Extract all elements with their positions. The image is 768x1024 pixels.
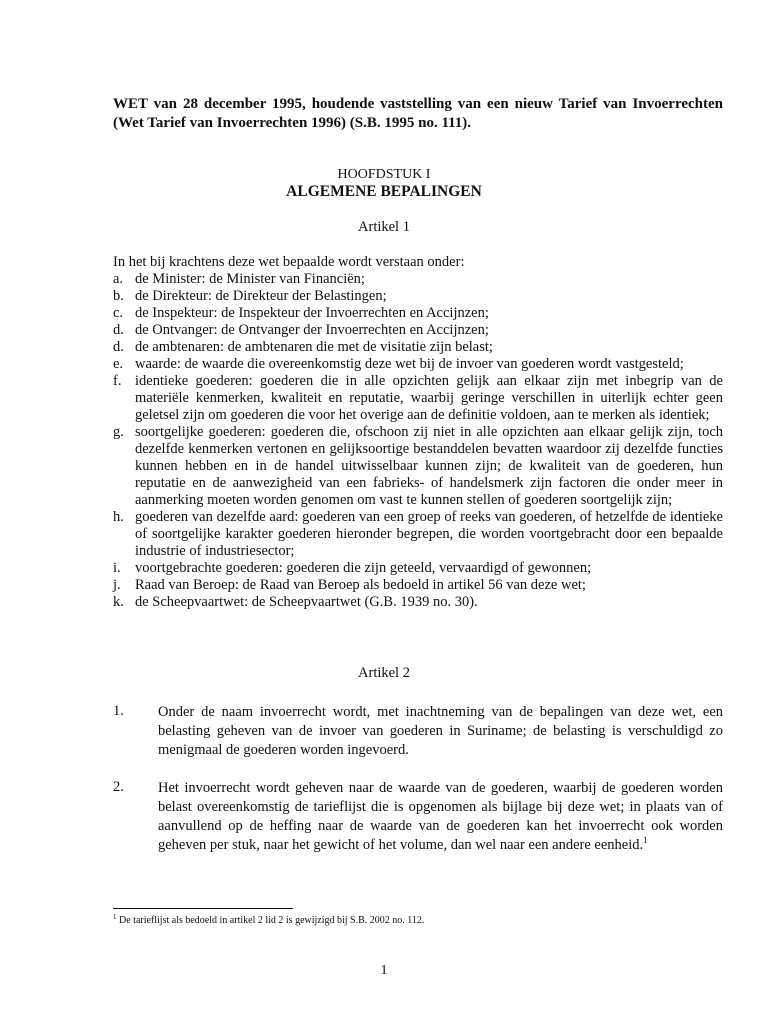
article-1-heading: Artikel 1: [358, 219, 410, 235]
definition-text: de Minister: de Minister van Financiën;: [135, 271, 365, 287]
footnote-reference[interactable]: 1: [643, 835, 648, 845]
definition-letter: b.: [113, 288, 124, 304]
page-number: 1: [380, 963, 388, 978]
footnote-marker: 1: [113, 913, 117, 921]
definition-letter: d.: [113, 339, 124, 355]
definition-item: [113, 577, 723, 594]
definition-text: de Direkteur: de Direkteur der Belastingen;: [135, 288, 387, 304]
definition-letter: c.: [113, 305, 124, 321]
paragraph-text-wrap: [158, 779, 723, 855]
definition-letter: h.: [113, 509, 124, 525]
definition-text: waarde: de waarde die overeenkomstig deze wet bij de invoer van goederen wordt vastgesteld;: [135, 356, 684, 372]
footnote: [113, 915, 723, 927]
paragraph-number: 1.: [113, 703, 124, 719]
footnote-divider: [113, 908, 293, 909]
definition-text: soortgelijke goederen: goederen die, ofschoon zij niet in alle opzichten aan elkaar gelijk zijn, toch dezelfde kenmerken vertonen en gelijksoortige bestanddelen bevatten waardoor zij dezelfde functies kunnen hebben en in de handel uitwisselbaar kunnen zijn; de kwaliteit van de goederen, hun reputatie en de aanwezigheid van een fabrieks- of handelsmerk zijn factoren die onder meer in aanmerking moeten worden genomen om vast te kunnen stellen of goederen soortgelijk zijn;: [135, 424, 723, 508]
article-1-intro: In het bij krachtens deze wet bepaalde wordt verstaan onder:: [113, 254, 465, 270]
article-paragraph: [113, 703, 723, 760]
definition-list: [113, 271, 723, 611]
chapter-heading: HOOFDSTUK I: [337, 167, 431, 182]
definition-item: [113, 594, 723, 611]
definition-item: [113, 560, 723, 577]
definition-letter: a.: [113, 271, 124, 287]
definition-item: [113, 373, 723, 424]
definition-text: de ambtenaren: de ambtenaren die met de visitatie zijn belast;: [135, 339, 493, 355]
definition-item: [113, 271, 723, 288]
definition-item: [113, 305, 723, 322]
chapter-title: ALGEMENE BEPALINGEN: [286, 183, 482, 200]
footnote-text: De tarieflijst als bedoeld in artikel 2 lid 2 is gewijzigd bij S.B. 2002 no. 112.: [119, 915, 425, 926]
definition-item: [113, 339, 723, 356]
article-paragraph: [113, 779, 723, 855]
definition-item: [113, 356, 723, 373]
definition-text: voortgebrachte goederen: goederen die zijn geteeld, vervaardigd of gewonnen;: [135, 560, 592, 576]
definition-letter: i.: [113, 560, 121, 576]
definition-text: de Scheepvaartwet: de Scheepvaartwet (G.B. 1939 no. 30).: [135, 594, 478, 610]
definition-letter: k.: [113, 594, 124, 610]
law-title: WET van 28 december 1995, houdende vaststelling van een nieuw Tarief van Invoerrechten (Wet Tarief van Invoerrechten 1996) (S.B. 1995 no. 111).: [113, 96, 723, 131]
definition-letter: e.: [113, 356, 124, 372]
definition-letter: f.: [113, 373, 122, 389]
definition-text: goederen van dezelfde aard: goederen van een groep of reeks van goederen, of hetzelfde de identieke of soortgelijke karakter goederen hieronder begrepen, die worden voortgebracht door een bepaalde industrie of industriesector;: [135, 509, 723, 559]
definition-text: de Inspekteur: de Inspekteur der Invoerrechten en Accijnzen;: [135, 305, 489, 321]
article-2-heading: Artikel 2: [358, 665, 410, 681]
definition-item: [113, 424, 723, 509]
definition-item: [113, 288, 723, 305]
definition-text: de Ontvanger: de Ontvanger der Invoerrechten en Accijnzen;: [135, 322, 489, 338]
definition-text: identieke goederen: goederen die in alle opzichten gelijk aan elkaar zijn met inbegrip van de materiële kenmerken, kwaliteit en reputatie, waarbij geringe verschillen in uiterlijk echter geen geletsel zijn om goederen die voor het overige aan de definitie voldoen, aan te merken als identiek;: [135, 373, 723, 423]
definition-text: Raad van Beroep: de Raad van Beroep als bedoeld in artikel 56 van deze wet;: [135, 577, 586, 593]
definition-item: [113, 322, 723, 339]
paragraph-text: Het invoerrecht wordt geheven naar de waarde van de goederen, waarbij de goederen worden belast overeenkomstig de tarieflijst die is opgenomen als bijlage bij deze wet; in plaats van of aanvullend op de heffing naar de waarde van de goederen kan het invoerrecht ook worden geheven per stuk, naar het gewicht of het volume, dan wel naar een andere eenheid.: [158, 780, 723, 853]
definition-item: [113, 509, 723, 560]
paragraph-number: 2.: [113, 779, 124, 795]
definition-letter: g.: [113, 424, 124, 440]
article-2-paragraphs: [113, 703, 723, 855]
paragraph-text: Onder de naam invoerrecht wordt, met inachtneming van de bepalingen van deze wet, een belasting geheven van de invoer van goederen in Suriname; de belasting is verschuldigd zo menigmaal de goederen worden ingevoerd.: [158, 704, 723, 758]
definition-letter: d.: [113, 322, 124, 338]
definition-letter: j.: [113, 577, 121, 593]
